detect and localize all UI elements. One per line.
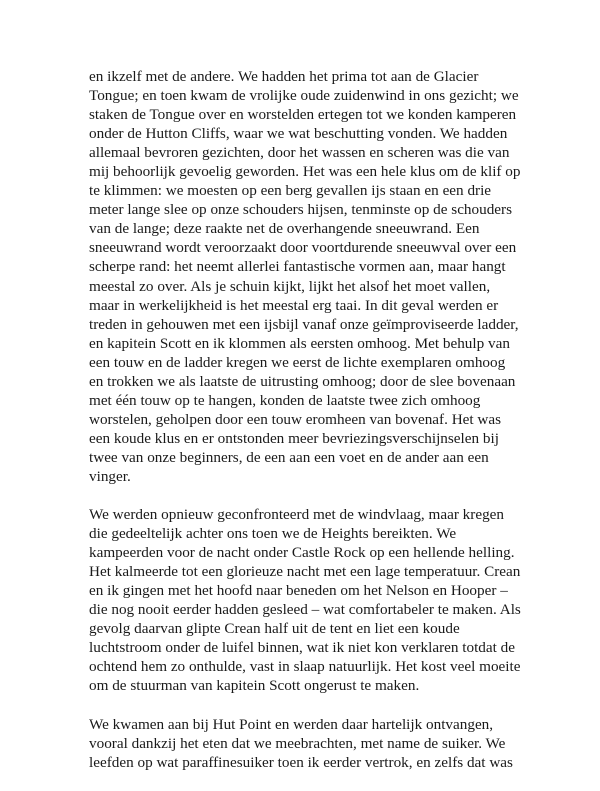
paragraph-2 — [89, 505, 529, 695]
text-line: treden in gehouwen met een ijsbijl vanaf onze geïmproviseerde ladder, — [89, 315, 519, 333]
text-line: leefden op wat paraffinesuiker toen ik eerder vertrok, en zelfs dat was — [89, 753, 513, 771]
text-line: We werden opnieuw geconfronteerd met de windvlaag, maar kregen — [89, 506, 504, 524]
text-line: en ikzelf met de andere. We hadden het prima tot aan de Glacier — [89, 68, 479, 85]
text-line: worstelen, geholpen door een touw eromheen van bovenaf. Het was — [89, 410, 502, 428]
text-line: Het kalmeerde tot een glorieuze nacht met een lage temperatuur. Crean — [89, 563, 521, 581]
text-line: en ik gingen met het hoofd naar beneden om het Nelson en Hooper – — [89, 582, 508, 600]
text-line: om de stuurman van kapitein Scott ongerust te maken. — [89, 677, 420, 695]
text-line: kampeerden voor de nacht onder Castle Rock op een hellende helling. — [89, 544, 515, 562]
text-line: met één touw op te hangen, konden de laatste twee zich omhoog — [89, 391, 481, 409]
text-line: die nog nooit eerder hadden gesleed – wat comfortabeler te maken. Als — [89, 601, 521, 619]
text-line: scherpe rand: het neemt allerlei fantastische vormen aan, maar hangt — [89, 258, 506, 276]
text-line: maar in werkelijkheid is het meestal erg taai. In dit geval werden er — [89, 296, 499, 314]
paragraph-3 — [89, 715, 529, 772]
paragraph-1 — [89, 67, 529, 486]
text-line: een touw en de ladder kregen we eerst de lichte exemplaren omhoog — [89, 353, 506, 371]
text-line: vinger. — [89, 467, 131, 485]
text-line: en kapitein Scott en ik klommen als eersten omhoog. Met behulp van — [89, 334, 510, 352]
text-line: en trokken we als laatste de uitrusting omhoog; door de slee bovenaan — [89, 372, 516, 390]
text-line: gevolg daarvan glipte Crean half uit de tent en liet een koude — [89, 620, 460, 638]
text-line: een koude klus en er ontstonden meer bevriezingsverschijnselen bij — [89, 429, 499, 447]
text-line: Tongue; en toen kwam de vrolijke oude zuidenwind in ons gezicht; we — [89, 87, 519, 105]
text-line: We kwamen aan bij Hut Point en werden daar hartelijk ontvangen, — [89, 715, 494, 733]
text-line: onder de Hutton Cliffs, waar we wat beschutting vonden. We hadden — [89, 125, 508, 143]
text-line: die gedeeltelijk achter ons toen we de Heights bereikten. We — [89, 525, 457, 543]
text-line: ochtend hem zo onthulde, vast in slaap natuurlijk. Het kost veel moeite — [89, 658, 521, 676]
text-line: meter lange slee op onze schouders hijsen, tenminste op de schouders — [89, 201, 513, 219]
text-line: te klimmen: we moesten op een berg gevallen ijs staan en een drie — [89, 182, 492, 200]
text-line: twee van onze beginners, de een aan een voet en de ander aan een — [89, 448, 489, 466]
text-line: meestal zo over. Als je schuin kijkt, lijkt het alsof het moet vallen, — [89, 277, 491, 295]
text-line: sneeuwrand wordt veroorzaakt door voortdurende sneeuwval over een — [89, 239, 517, 257]
text-line: mij behoorlijk gevoelig geworden. Het was een hele klus om de klif op — [89, 163, 521, 181]
body-text — [89, 67, 529, 791]
text-line: luchtstroom onder de luifel binnen, wat ik niet kon verklaren totdat de — [89, 639, 515, 657]
text-line: staken de Tongue over en worstelden ertegen tot we konden kamperen — [89, 106, 517, 124]
text-line: van de lange; deze raakte net de overhangende sneeuwrand. Een — [89, 220, 480, 238]
text-line: vooral dankzij het eten dat we meebrachten, met name de suiker. We — [89, 734, 506, 752]
text-line: allemaal bevroren gezichten, door het wassen en scheren was die van — [89, 144, 510, 162]
